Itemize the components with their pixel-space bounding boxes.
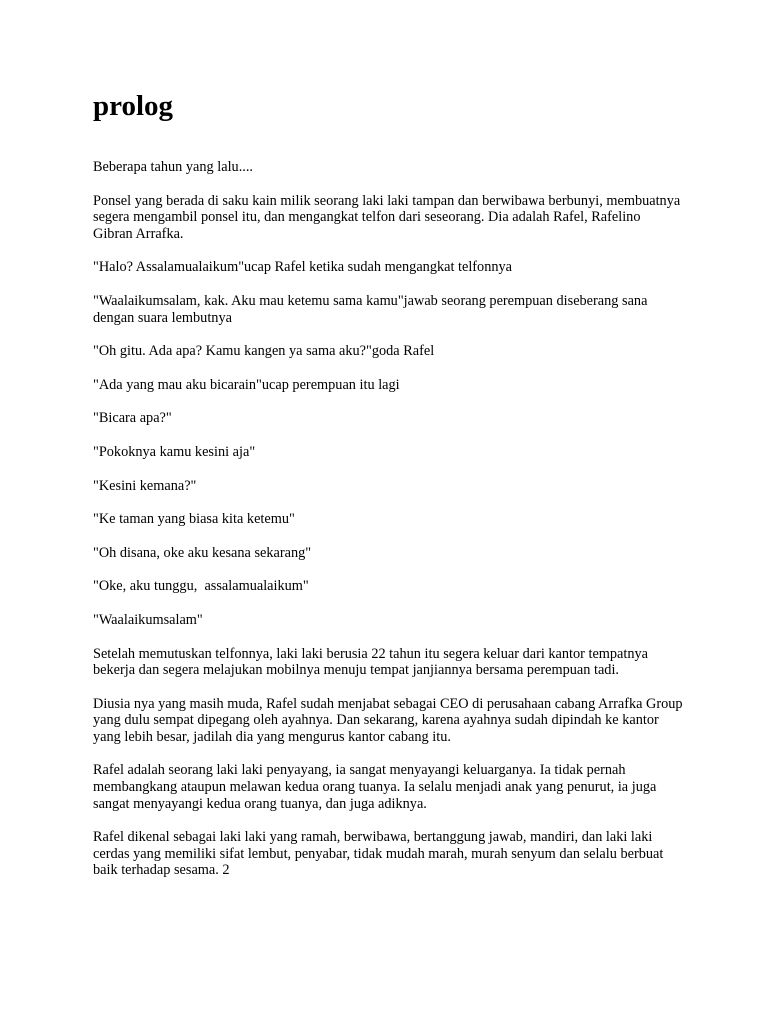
paragraph: "Waalaikumsalam" xyxy=(93,611,203,628)
paragraph: "Kesini kemana?" xyxy=(93,477,197,494)
paragraph: "Pokoknya kamu kesini aja" xyxy=(93,443,256,460)
paragraph: "Waalaikumsalam, kak. Aku mau ketemu sama kamu"jawab seorang perempuan diseberang sana dengan suara lembutnya xyxy=(93,292,651,326)
document-title: prolog xyxy=(93,90,174,122)
paragraph: "Bicara apa?" xyxy=(93,410,172,427)
paragraph: "Oke, aku tunggu, assalamualaikum" xyxy=(93,578,309,595)
paragraph: "Oh disana, oke aku kesana sekarang" xyxy=(93,544,312,561)
paragraph: Rafel dikenal sebagai laki laki yang ramah, berwibawa, bertanggung jawab, mandiri, dan laki laki cerdas yang memiliki sifat lembut, penyabar, tidak mudah marah, murah senyum dan selalu berbuat baik terhadap sesama. 2 xyxy=(93,829,667,879)
paragraph: Ponsel yang berada di saku kain milik seorang laki laki tampan dan berwibawa berbunyi, membuatnya segera mengambil ponsel itu, dan mengangkat telfon dari seseorang. Dia adalah Rafel, Rafelino Gibran Arrafka. xyxy=(93,192,684,242)
paragraph: "Ke taman yang biasa kita ketemu" xyxy=(93,511,295,528)
paragraph: "Oh gitu. Ada apa? Kamu kangen ya sama aku?"goda Rafel xyxy=(93,343,435,360)
paragraph: "Ada yang mau aku bicarain"ucap perempuan itu lagi xyxy=(93,376,400,393)
document-body xyxy=(93,159,687,879)
paragraph: Rafel adalah seorang laki laki penyayang, ia sangat menyayangi keluarganya. Ia tidak pernah membangkang ataupun melawan kedua orang tuanya. Ia selalu menjadi anak yang penurut, ia juga sangat menyayangi kedua orang tuanya, dan juga adiknya. xyxy=(93,762,660,812)
paragraph: Beberapa tahun yang lalu.... xyxy=(93,159,253,175)
paragraph: Diusia nya yang masih muda, Rafel sudah menjabat sebagai CEO di perusahaan cabang Arrafka Group yang dulu sempat dipegang oleh ayahnya. Dan sekarang, karena ayahnya sudah dipindah ke kantor yang lebih besar, jadilah dia yang mengurus kantor cabang itu. xyxy=(93,695,687,745)
paragraph: Setelah memutuskan telfonnya, laki laki berusia 22 tahun itu segera keluar dari kantor tempatnya bekerja dan segera melajukan mobilnya menuju tempat janjiannya bersama perempuan tadi. xyxy=(93,645,652,679)
paragraph: "Halo? Assalamualaikum"ucap Rafel ketika sudah mengangkat telfonnya xyxy=(93,259,513,276)
document-page xyxy=(93,88,687,896)
